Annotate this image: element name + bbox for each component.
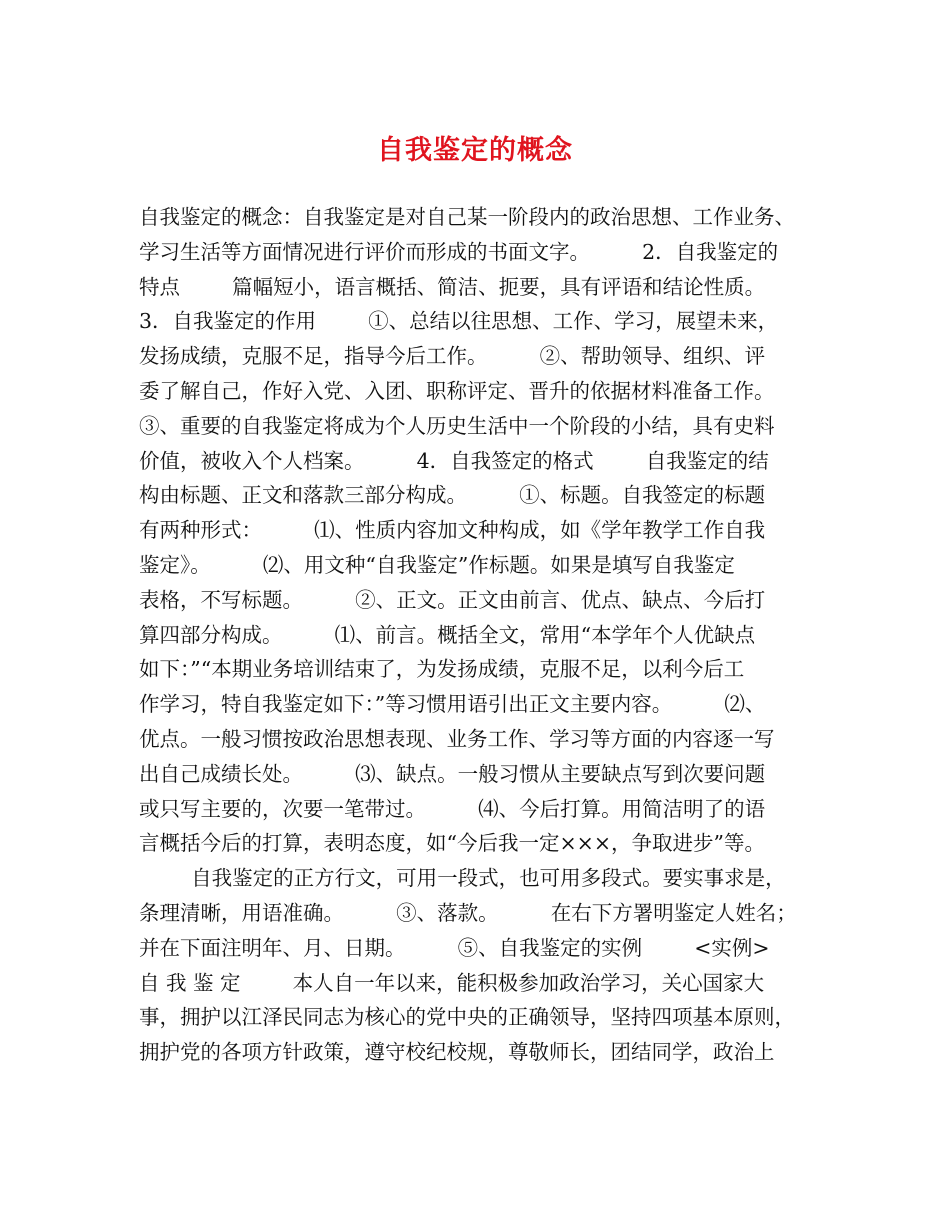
body-line: 3．自我鉴定的作用 ①、总结以往思想、工作、学习，展望未来， (139, 309, 779, 334)
body-line: 条理清晰，用语准确。 ③、落款。 在右下方署明鉴定人姓名； (139, 900, 797, 925)
body-line: 或只写主要的，次要一笔带过。 ⑷、今后打算。用简洁明了的语 (139, 796, 766, 821)
body-line: 拥护党的各项方针政策，遵守校纪校规，尊敬师长，团结同学，政治上 (139, 1040, 775, 1065)
body-line: 委了解自己，作好入党、入团、职称评定、晋升的依据材料准备工作。 (139, 378, 775, 403)
body-line: 事，拥护以江泽民同志为核心的党中央的正确领导，坚持四项基本原则， (139, 1005, 795, 1030)
document-body (139, 200, 829, 1070)
body-line: ③、重要的自我鉴定将成为个人历史生活中一个阶段的小结，具有史料 (139, 413, 775, 438)
body-line: 算四部分构成。 ⑴、前言。概括全文，常用“本学年个人优缺点 (139, 622, 756, 647)
body-line: 言概括今后的打算，表明态度，如“今后我一定×××，争取进步”等。 (139, 831, 765, 856)
body-line: 表格，不写标题。 ②、正文。正文由前言、优点、缺点、今后打 (139, 587, 766, 612)
body-line: 自我鉴定的正方行文，可用一段式，也可用多段式。要实事求是， (139, 866, 786, 891)
body-line: 出自己成绩长处。 ⑶、缺点。一般习惯从主要缺点写到次要问题 (139, 761, 766, 786)
body-line: 自我鉴定的概念：自我鉴定是对自己某一阶段内的政治思想、工作业务、 (139, 205, 795, 229)
body-line: 优点。一般习惯按政治思想表现、业务工作、学习等方面的内容逐一写 (139, 726, 775, 751)
body-line: 自 我 鉴 定 本人自一年以来，能积极参加政治学习，关心国家大 (139, 970, 765, 995)
body-line: 特点 篇幅短小，语言概括、简洁、扼要，具有评语和结论性质。 (139, 274, 766, 299)
body-line: 价值，被收入个人档案。 4．自我签定的格式 自我鉴定的结 (139, 448, 769, 473)
body-line: 有两种形式： ⑴、性质内容加文种构成，如《学年教学工作自我 (139, 518, 766, 543)
body-line: 如下：”“本期业务培训结束了，为发扬成绩，克服不足，以利今后工 (139, 657, 745, 682)
body-line: 学习生活等方面情况进行评价而形成的书面文字。 2．自我鉴定的 (139, 239, 779, 264)
body-line: 鉴定》。 ⑵、用文种“自我鉴定”作标题。如果是填写自我鉴定 (139, 552, 735, 577)
document-title: 自我鉴定的概念 (377, 135, 573, 166)
body-line: 构由标题、正文和落款三部分构成。 ①、标题。自我签定的标题 (139, 483, 766, 508)
body-line: 作学习，特自我鉴定如下：”等习惯用语引出正文主要内容。 ⑵、 (139, 692, 766, 717)
body-line: 发扬成绩，克服不足，指导今后工作。 ②、帮助领导、组织、评 (139, 344, 766, 369)
body-line: 并在下面注明年、月、日期。 ⑤、自我鉴定的实例 <实例> (139, 935, 770, 960)
